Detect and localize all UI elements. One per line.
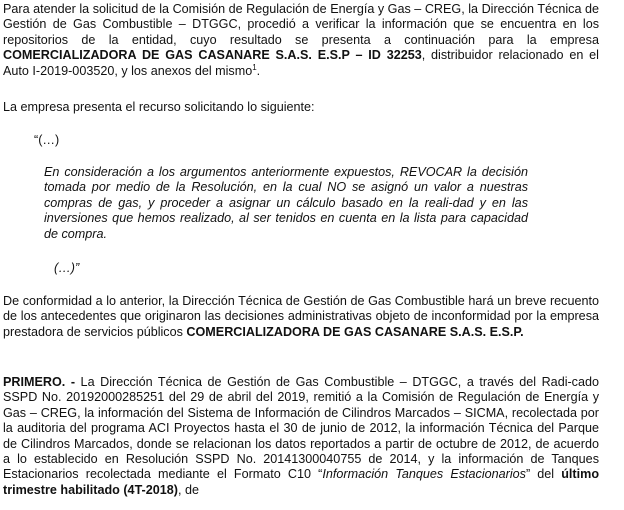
intro-text: Para atender la solicitud de la Comisión de Regulación de Energía y Gas – CREG, la Dirección Técnica de Gestión de Gas Combustible – DTGGC, procedió a verificar la información que se encuentra en los repositorios de la entidad, cuyo resultado se presenta a continuación para la empresa — [3, 2, 599, 47]
quote-body: En consideración a los argumentos anteriormente expuestos, REVOCAR la decisión tomada por medio de la Resolución, en la cual NO se asignó un valor a nuestras compras de gas, y proceder a asignar un cálculo basado en la reali-dad y en las inversiones que hemos realizado, al ser tenidos en cuenta en la lista para capacidad de compra. — [44, 165, 528, 241]
quote-close: (…)” — [54, 261, 80, 275]
first-point-text: La Dirección Técnica de Gestión de Gas Combustible – DTGGC, a través del Radi-cado SSPD No. 20192000285251 del 29 de abril del 2019, remitió a la Comisión de Regulación de Energía y Gas – CREG, la información del Sistema de Información de Cilindros Marcados – SICMA, recolectada por la auditoria del programa ACI Proyectos hasta el 30 de junio de 2012, la información Técnica del Parque de Cilindros Marcados, donde se relacionan los datos reportados a partir de octubre de 2012, de acuerdo a lo establecido en Resolución SSPD No. 20141300040755 de 2014, y la información de Tanques Estacionarios recolectada mediante el Formato C10 “ — [3, 375, 599, 482]
context-text: De conformidad a lo anterior, la Dirección Técnica de Gestión de Gas Combustible hará un breve recuento de los antecedentes que originaron las decisiones administrativas objeto de inconformidad por la empresa prestadora de servicios públicos — [3, 294, 599, 339]
format-name: Información Tanques Estacionarios — [322, 467, 526, 482]
request-intro: La empresa presenta el recurso solicitando lo siguiente: — [3, 100, 315, 114]
intro-text-cont: , distribuidor relacionado en el Auto I-2019-003520, y los anexos del mismo — [3, 48, 599, 78]
quarter-label: último trimestre habilitado (4T-2018) — [3, 467, 600, 497]
first-point-text-cont: ” del — [525, 467, 562, 482]
company-name: COMERCIALIZADORA DE GAS CASANARE S.A.S. E.S.P – ID 32253 — [3, 48, 422, 63]
first-point-lead: PRIMERO. - — [3, 375, 76, 389]
intro-paragraph — [3, 2, 599, 79]
intro-text-end: . — [256, 63, 261, 78]
company-name-2: COMERCIALIZADORA DE GAS CASANARE S.A.S. E.S.P. — [186, 324, 524, 339]
quote-open: “(…) — [34, 133, 60, 147]
footnote-ref[interactable]: 1 — [252, 62, 257, 72]
first-point-paragraph — [3, 375, 599, 498]
first-point-text-end: , de — [177, 482, 199, 497]
context-paragraph — [3, 294, 599, 340]
